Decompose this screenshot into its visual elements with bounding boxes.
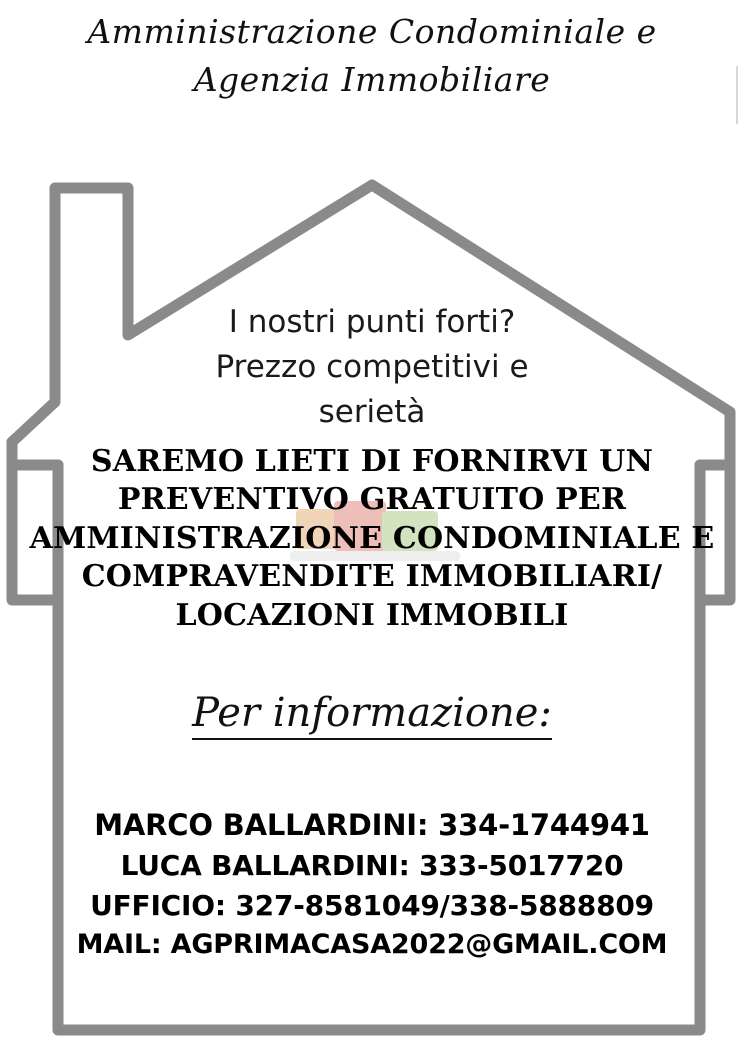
- strengths-line-1: I nostri punti forti?: [228, 304, 516, 340]
- header-line-1: Amministrazione Condominiale e: [87, 12, 657, 51]
- edge-artifact: [736, 66, 744, 124]
- offer-line-2: PREVENTIVO GRATUITO PER: [117, 482, 627, 518]
- contact-mail: MAIL: AGPRIMACASA2022@GMAIL.COM: [76, 928, 668, 960]
- offer-block: [0, 443, 744, 635]
- poster-header: [0, 8, 744, 104]
- info-heading-text: Per informazione:: [192, 690, 552, 740]
- contact-luca: LUCA BALLARDINI: 333-5017720: [120, 849, 624, 883]
- offer-line-3: AMMINISTRAZIONE CONDOMINIALE E: [29, 520, 715, 556]
- strengths-line-3: serietà: [318, 393, 426, 430]
- info-heading: [0, 690, 744, 736]
- offer-line-5: LOCAZIONI IMMOBILI: [175, 597, 569, 633]
- contacts-block: [0, 805, 744, 964]
- strengths-block: [0, 300, 744, 435]
- contact-ufficio: UFFICIO: 327-8581049/338-5888809: [90, 888, 654, 922]
- offer-line-1: SAREMO LIETI DI FORNIRVI UN: [90, 444, 654, 479]
- strengths-line-2: Prezzo competitivi e: [215, 348, 529, 385]
- offer-line-4: COMPRAVENDITE IMMOBILIARI/: [81, 559, 663, 595]
- contact-marco: MARCO BALLARDINI: 334-1744941: [94, 808, 650, 842]
- header-line-2: Agenzia Immobiliare: [193, 59, 551, 99]
